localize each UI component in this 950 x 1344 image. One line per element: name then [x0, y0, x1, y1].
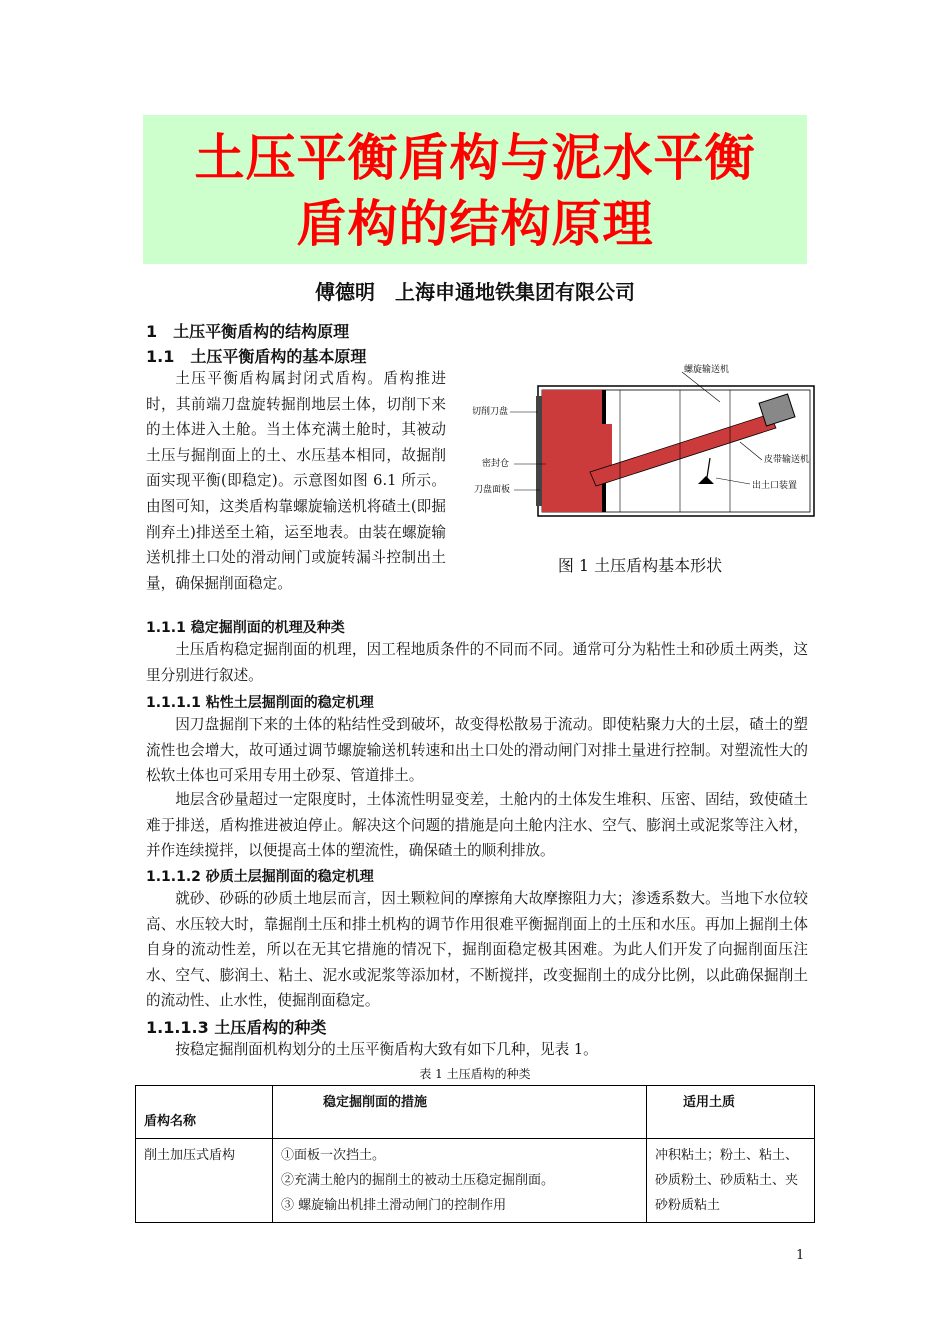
page-number: 1: [796, 1248, 805, 1263]
cell-measures: [273, 1139, 647, 1223]
soil-chamber: [542, 390, 602, 512]
heading-1-1-1-3: 1.1.1.3 土压盾构的种类: [146, 1018, 327, 1037]
measure-3: ③ 螺旋输出机排土滑动闸门的控制作用: [281, 1198, 507, 1213]
bulkhead-top: [602, 390, 606, 424]
heading-1-1-1-1: 1.1.1.1 粘性土层掘削面的稳定机理: [146, 695, 374, 711]
paragraph-4: 就砂、砂砾的砂质土地层而言，因土颗粒间的摩擦角大故摩擦阻力大；渗透系数大。当地下水位较高、水压较大时，靠掘削土压和排土机构的调节作用很难平衡掘削面上的土压和水压。再加上掘削土体自身的流动性差，所以在无其它措施的情况下，掘削面稳定极其困难。为此人们开发了向掘削面压注水、空气、膨润土、粘土、泥水或泥浆等添加材，不断搅拌，改变掘削土的成分比例，以此确保掘削土的流动性、止水性，使掘削面稳定。: [146, 890, 808, 1010]
label-outlet: 出土口装置: [752, 481, 798, 491]
paragraph-3: 地层含砂量超过一定限度时，土体流性明显变差，土舱内的土体发生堆积、压密、固结，致使碴土难于排送，盾构推进被迫停止。解决这个问题的措施是向土舱内注水、空气、膨润土或泥浆等注入材，并作连续搅拌，以便提高土体的塑流性，确保碴土的顺利排放。: [146, 791, 808, 860]
intro-paragraph: 土压平衡盾构属封闭式盾构。盾构推进时，其前端刀盘旋转掘削地层土体，切削下来的土体进入土舱。当土体充满土舱时，其被动土压与掘削面上的土、水压基本相同，故掘削面实现平衡(即稳定)。示意图如图 6.1 所示。由图可知，这类盾构靠螺旋输送机将碴土(即掘削弃土)排送至土箱，运至地表。由装在螺旋输送机排土口处的滑动闸门或旋转漏斗控制出土量，确保掘削面稳定。: [146, 370, 446, 592]
header-name: 盾构名称: [136, 1086, 273, 1139]
cell-soil: 冲积粘土；粉土、粘土、砂质粉土、砂质粘土、夹砂粉质粘土: [647, 1139, 815, 1223]
header-soil: 适用土质: [647, 1086, 815, 1139]
label-seal: 密封仓: [482, 459, 510, 469]
screw-motor: [759, 394, 795, 426]
shield-types-table: [135, 1085, 815, 1223]
shield-diagram: [470, 362, 822, 522]
cutter-head: [536, 396, 542, 506]
table-header-row: [136, 1086, 815, 1139]
measure-1: ①面板一次挡土。: [281, 1148, 386, 1163]
table-row: [136, 1139, 815, 1223]
paragraph-5: 按稳定掘削面机构划分的土压平衡盾构大致有如下几种，见表 1。: [175, 1041, 598, 1058]
screw-conveyor: [590, 414, 776, 486]
heading-1: 1 土压平衡盾构的结构原理: [146, 322, 350, 341]
label-screw: 螺旋输送机: [684, 365, 730, 375]
title-line-1: 土压平衡盾构与泥水平衡: [194, 129, 756, 187]
cell-name: 削土加压式盾构: [136, 1139, 273, 1223]
paragraph-1: 土压盾构稳定掘削面的机理，因工程地质条件的不同而不同。通常可分为粘性土和砂质土两类，这里分别进行叙述。: [146, 641, 808, 684]
label-cutter: 切削刀盘: [472, 407, 509, 417]
heading-1-1-1-2: 1.1.1.2 砂质土层掘削面的稳定机理: [146, 869, 374, 885]
label-conveyor: 皮带输送机: [764, 455, 810, 465]
title-banner: [143, 115, 807, 264]
author-line: 傅德明 上海申通地铁集团有限公司: [315, 280, 635, 304]
paragraph-2: 因刀盘掘削下来的土体的粘结性受到破坏，故变得松散易于流动。即使粘聚力大的土层，碴土的塑流性也会增大，故可通过调节螺旋输送机转速和出土口处的滑动闸门对排土量进行控制。对塑流性大的松软土体也可采用专用土砂泵、管道排土。: [146, 716, 808, 785]
table-caption: 表 1 土压盾构的种类: [419, 1067, 531, 1081]
heading-1-1: 1.1 土压平衡盾构的基本原理: [146, 347, 367, 366]
heading-1-1-1: 1.1.1 稳定掘削面的机理及种类: [146, 620, 345, 636]
title-line-2: 盾构的结构原理: [296, 195, 654, 253]
figure-caption: 图 1 土压盾构基本形状: [557, 556, 723, 575]
header-measures: 稳定掘削面的措施: [273, 1086, 647, 1139]
measure-2: ②充满土舱内的掘削土的被动土压稳定掘削面。: [281, 1173, 555, 1188]
label-shield-wall: 刀盘面板: [474, 485, 511, 495]
